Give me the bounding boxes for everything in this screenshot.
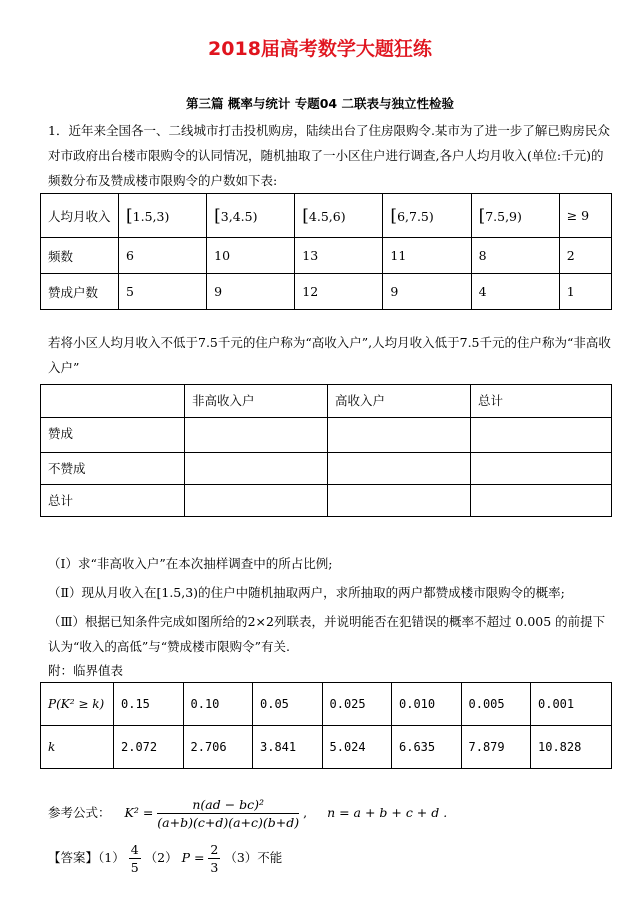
row-label: 赞成户数 bbox=[41, 274, 119, 310]
approve-cell: 12 bbox=[295, 274, 383, 310]
blank-cell bbox=[328, 418, 471, 453]
answer-fraction-2: $\frac{2}{3}$ bbox=[210, 842, 219, 875]
blank-cell bbox=[471, 453, 612, 485]
table-row bbox=[41, 238, 612, 274]
p-cell: 0.010 bbox=[392, 683, 462, 726]
k-cell: 2.072 bbox=[114, 726, 184, 769]
row-label: 赞成 bbox=[41, 418, 185, 453]
p-cell: 0.15 bbox=[114, 683, 184, 726]
blank-cell bbox=[471, 418, 612, 453]
problem-intro: 1．近年来全国各一、二线城市打击投机购房，陆续出台了住房限购令.某市为了进一步了解已购房民众对市政府出台楼市限购令的认同情况，随机抽取了一小区住户进行调查,各户人均月收入(单位:千元)的频数分布及赞成楼市限购令的户数如下表: bbox=[48, 123, 610, 188]
k-cell: 3.841 bbox=[253, 726, 323, 769]
table-row bbox=[41, 726, 612, 769]
formula-label: 参考公式： bbox=[48, 805, 111, 820]
column-header: 高收入户 bbox=[328, 385, 471, 418]
interval-cell: [1.5,3) bbox=[119, 194, 207, 238]
appendix-label: 附：临界值表 bbox=[48, 663, 124, 678]
interval-cell: [7.5,9) bbox=[471, 194, 559, 238]
formula-n-definition: n = a + b + c + d . bbox=[327, 805, 448, 820]
approve-cell: 9 bbox=[383, 274, 471, 310]
table-row bbox=[41, 385, 612, 418]
freq-cell: 2 bbox=[559, 238, 611, 274]
p-cell: 0.005 bbox=[461, 683, 531, 726]
critical-value-table bbox=[40, 682, 612, 769]
table-row bbox=[41, 274, 612, 310]
interval-cell: [4.5,6) bbox=[295, 194, 383, 238]
question-1: （Ⅰ）求“非高收入户”在本次抽样调查中的所占比例; bbox=[48, 556, 333, 571]
freq-cell: 11 bbox=[383, 238, 471, 274]
table-row bbox=[41, 453, 612, 485]
question-3: （Ⅲ）根据已知条件完成如图所给的2×2列联表，并说明能否在犯错误的概率不超过 0.005 的前提下认为“收入的高低”与“赞成楼市限购令”有关. bbox=[48, 614, 606, 654]
approve-cell: 5 bbox=[119, 274, 207, 310]
row-label: 不赞成 bbox=[41, 453, 185, 485]
interval-cell: [6,7.5) bbox=[383, 194, 471, 238]
blank-cell bbox=[185, 453, 328, 485]
approve-cell: 9 bbox=[207, 274, 295, 310]
table-row bbox=[41, 194, 612, 238]
approve-cell: 4 bbox=[471, 274, 559, 310]
freq-cell: 10 bbox=[207, 238, 295, 274]
row-label: P(K² ≥ k) bbox=[41, 683, 114, 726]
row-label: 总计 bbox=[41, 485, 185, 517]
blank-cell bbox=[185, 485, 328, 517]
question-2: （Ⅱ）现从月收入在[1.5,3)的住户中随机抽取两户，求所抽取的两户都赞成楼市限购令的概率; bbox=[48, 585, 565, 600]
approve-cell: 1 bbox=[559, 274, 611, 310]
row-label: 频数 bbox=[41, 238, 119, 274]
row-label: k bbox=[41, 726, 114, 769]
reference-formula: 参考公式： K² = $\frac{\text{n(ad − bc)²}}{(a+b)(c+d)(a+c)(b+d)}$ , n = a + b + c + d . bbox=[48, 797, 448, 830]
k-cell: 5.024 bbox=[322, 726, 392, 769]
column-header: 非高收入户 bbox=[185, 385, 328, 418]
k-cell: 10.828 bbox=[531, 726, 612, 769]
freq-cell: 13 bbox=[295, 238, 383, 274]
contingency-table bbox=[40, 384, 612, 517]
empty-cell bbox=[41, 385, 185, 418]
table-row bbox=[41, 683, 612, 726]
table-row bbox=[41, 418, 612, 453]
freq-cell: 8 bbox=[471, 238, 559, 274]
answer-line: 【答案】（1） $\frac{4}{5}$ （2） P = $\frac{2}{3}$ （3）不能 bbox=[48, 842, 283, 875]
section-subtitle: 第三篇 概率与统计 专题04 二联表与独立性检验 bbox=[186, 96, 454, 111]
p-cell: 0.025 bbox=[322, 683, 392, 726]
p-cell: 0.05 bbox=[253, 683, 323, 726]
formula-lhs: K² = bbox=[124, 805, 154, 820]
freq-cell: 6 bbox=[119, 238, 207, 274]
k-cell: 7.879 bbox=[461, 726, 531, 769]
p-cell: 0.001 bbox=[531, 683, 612, 726]
document-title: 2018届高考数学大题狂练 bbox=[208, 38, 432, 60]
k-cell: 6.635 bbox=[392, 726, 462, 769]
blank-cell bbox=[328, 453, 471, 485]
k-cell: 2.706 bbox=[183, 726, 253, 769]
interval-cell: [3,4.5) bbox=[207, 194, 295, 238]
column-header: 总计 bbox=[471, 385, 612, 418]
blank-cell bbox=[328, 485, 471, 517]
income-frequency-table bbox=[40, 193, 612, 310]
blank-cell bbox=[471, 485, 612, 517]
row-label: 人均月收入 bbox=[41, 194, 119, 238]
p-cell: 0.10 bbox=[183, 683, 253, 726]
interval-cell: ≥ 9 bbox=[559, 194, 611, 238]
formula-fraction: $\frac{\text{n(ad − bc)²}}{(a+b)(c+d)(a+c)(b+d)}$ bbox=[157, 797, 300, 830]
blank-cell bbox=[185, 418, 328, 453]
table-row bbox=[41, 485, 612, 517]
definition-text: 若将小区人均月收入不低于7.5千元的住户称为“高收入户”,人均月收入低于7.5千元的住户称为“非高收入户” bbox=[48, 335, 611, 375]
answer-fraction-1: $\frac{4}{5}$ bbox=[130, 842, 139, 875]
